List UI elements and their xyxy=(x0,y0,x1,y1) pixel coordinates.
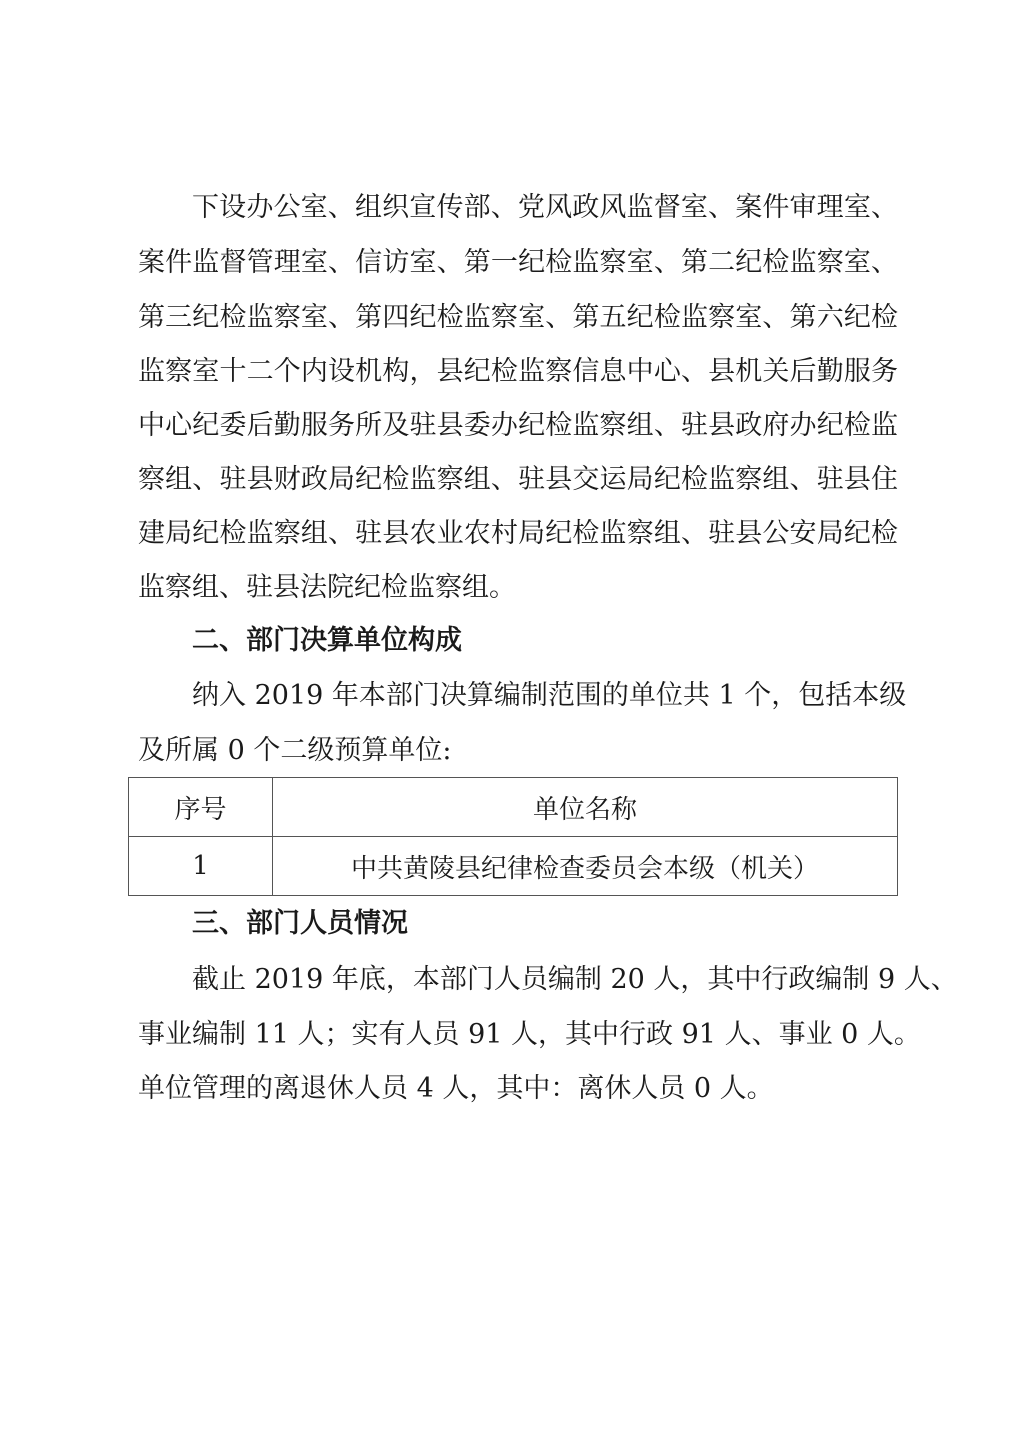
table-cell-index: 1 xyxy=(129,837,273,896)
section-3-line-1: 截止 2019 年底，本部门人员编制 20 人，其中行政编制 9 人、 xyxy=(192,964,958,995)
table-header-row xyxy=(129,778,898,837)
intro-line-7: 建局纪检监察组、驻县农业农村局纪检监察组、驻县公安局纪检 xyxy=(138,518,898,549)
section-3-heading: 三、部门人员情况 xyxy=(192,908,408,939)
section-3-line-2: 事业编制 11 人；实有人员 91 人，其中行政 91 人、事业 0 人。 xyxy=(138,1019,921,1050)
intro-line-8: 监察组、驻县法院纪检监察组。 xyxy=(138,572,516,603)
intro-line-1: 下设办公室、组织宣传部、党风政风监督室、案件审理室、 xyxy=(192,192,898,223)
intro-line-2: 案件监督管理室、信访室、第一纪检监察室、第二纪检监察室、 xyxy=(138,247,898,278)
intro-line-5: 中心纪委后勤服务所及驻县委办纪检监察组、驻县政府办纪检监 xyxy=(138,410,898,441)
section-3-line-3: 单位管理的离退休人员 4 人，其中：离休人员 0 人。 xyxy=(138,1073,774,1104)
table-header-unit-name: 单位名称 xyxy=(273,778,898,837)
section-2-line-1: 纳入 2019 年本部门决算编制范围的单位共 1 个，包括本级 xyxy=(192,680,907,711)
section-2-heading: 二、部门决算单位构成 xyxy=(192,625,462,656)
intro-line-4: 监察室十二个内设机构，县纪检监察信息中心、县机关后勤服务 xyxy=(138,356,898,387)
intro-line-3: 第三纪检监察室、第四纪检监察室、第五纪检监察室、第六纪检 xyxy=(138,302,898,333)
intro-line-6: 察组、驻县财政局纪检监察组、驻县交运局纪检监察组、驻县住 xyxy=(138,464,898,495)
table-header-index: 序号 xyxy=(129,778,273,837)
section-2-line-2: 及所属 0 个二级预算单位: xyxy=(138,735,452,766)
table-cell-unit-name: 中共黄陵县纪律检查委员会本级（机关） xyxy=(273,837,898,896)
table-row xyxy=(129,837,898,896)
unit-table xyxy=(128,777,898,896)
